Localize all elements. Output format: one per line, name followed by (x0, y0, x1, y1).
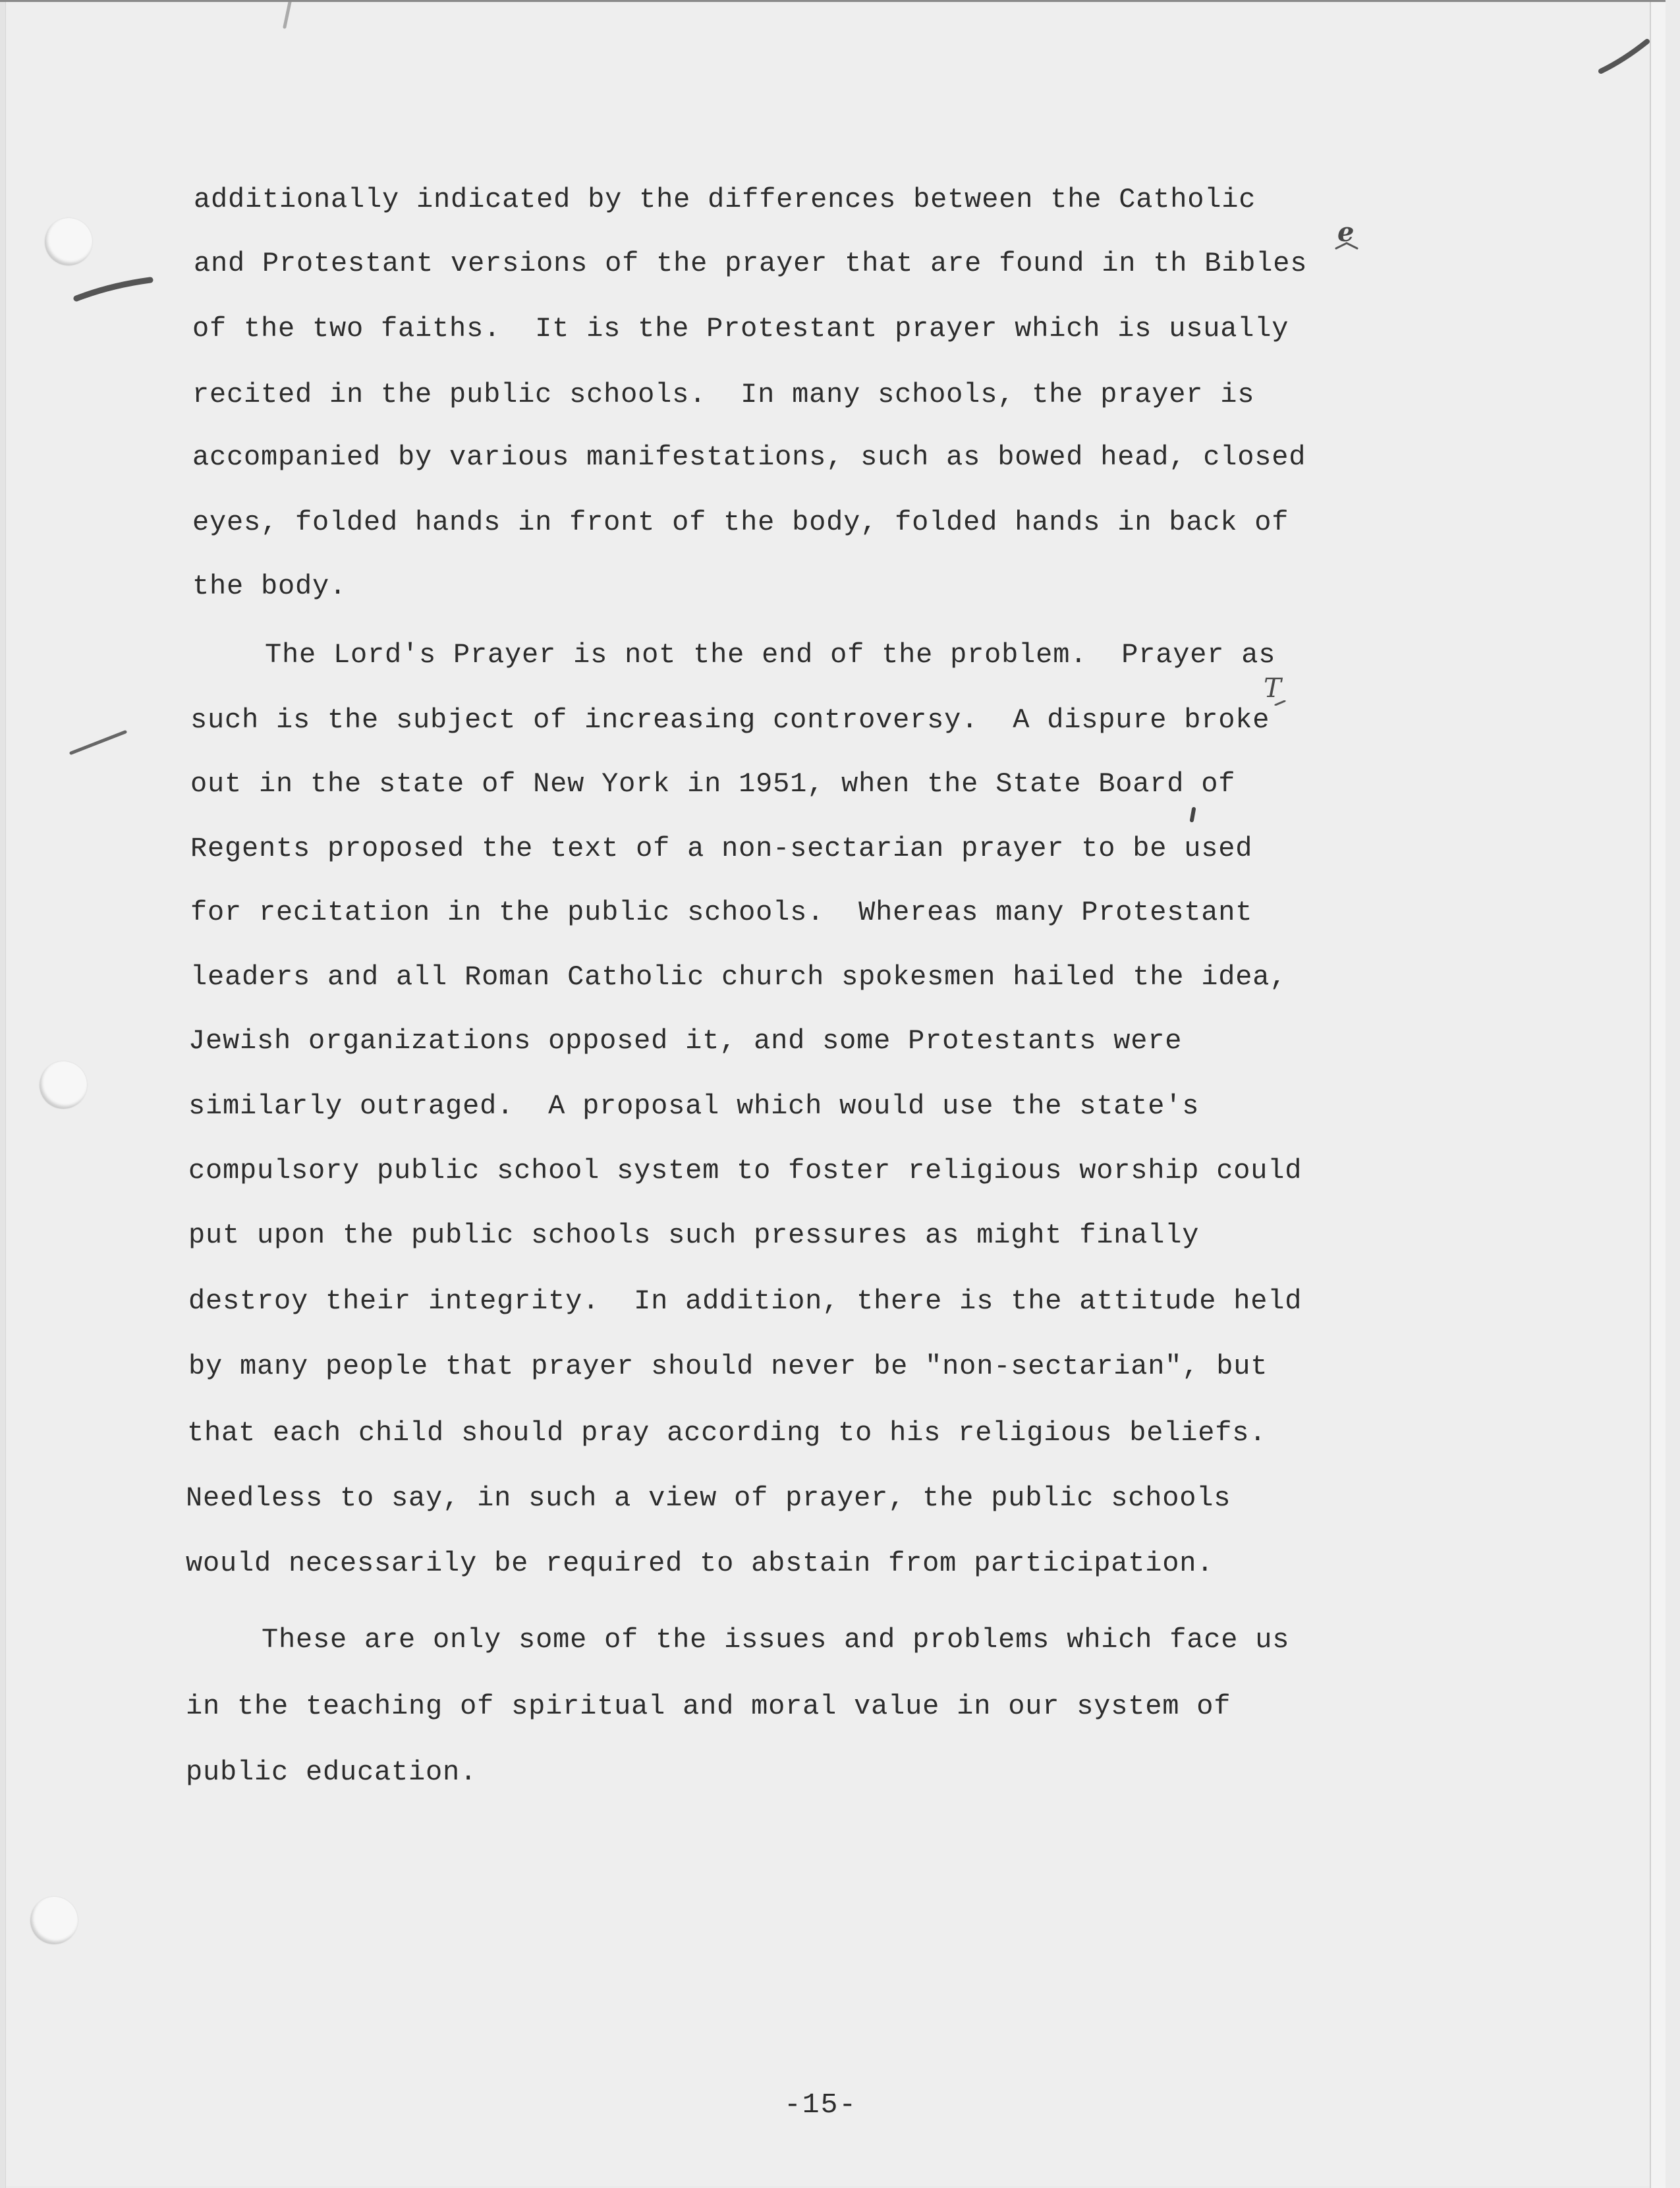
text-line: by many people that prayer should never be "non-sectarian", but (188, 1351, 1268, 1382)
text-line: Needless to say, in such a view of prayer, the public schools (186, 1482, 1231, 1514)
text-line: destroy their integrity. In addition, there is the attitude held (188, 1285, 1302, 1317)
text-line: accompanied by various manifestations, such as bowed head, closed (192, 441, 1306, 473)
text-line: compulsory public school system to foster religious worship could (188, 1155, 1302, 1187)
text-line: public education. (186, 1756, 478, 1788)
text-line: of the two faiths. It is the Protestant prayer which is usually (192, 313, 1289, 345)
text-line: put upon the public schools such pressures as might finally (188, 1220, 1200, 1251)
text-line: similarly outraged. A proposal which would use the state's (188, 1090, 1200, 1122)
margin-dash-mark-icon (71, 272, 157, 305)
page-left-edge (0, 2, 6, 2188)
text-line: Regents proposed the text of a non-sectarian prayer to be used (190, 833, 1253, 864)
punch-hole-middle (40, 1061, 87, 1109)
text-line: that each child should pray according to his religious beliefs. (187, 1417, 1267, 1449)
insertion-caret-mark-icon (1333, 242, 1360, 250)
text-line: recited in the public schools. In many schools, the prayer is (192, 379, 1255, 410)
text-line: additionally indicated by the differences between the Catholic (194, 184, 1256, 215)
text-line: The Lord's Prayer is not the end of the problem. Prayer as (265, 639, 1276, 671)
text-line: would necessarily be required to abstain from participation. (186, 1548, 1214, 1579)
text-line: such is the subject of increasing controversy. A dispure broke (190, 704, 1270, 736)
margin-tick-mark-icon (66, 727, 132, 760)
top-edge-mark-icon (277, 2, 296, 32)
pen-dot-mark-icon (1186, 807, 1199, 824)
page-number: -15- (784, 2089, 858, 2121)
punch-hole-top (45, 218, 92, 266)
text-line: in the teaching of spiritual and moral value in our system of (186, 1691, 1231, 1722)
text-line: the body. (192, 571, 347, 602)
handwritten-correction-t: T (1264, 673, 1281, 704)
text-line: Jewish organizations opposed it, and some Protestants were (188, 1025, 1183, 1057)
margin-check-mark-icon (1594, 35, 1654, 81)
text-line: eyes, folded hands in front of the body, folded hands in back of (192, 507, 1289, 538)
text-line: for recitation in the public schools. Whereas many Protestant (190, 897, 1253, 928)
text-line: These are only some of the issues and problems which face us (262, 1624, 1290, 1656)
strike-through-mark-icon (1272, 700, 1287, 706)
text-line: leaders and all Roman Catholic church spokesmen hailed the idea, (190, 961, 1287, 993)
text-line: and Protestant versions of the prayer that are found in th Bibles (194, 248, 1308, 279)
page-right-edge (1650, 2, 1666, 2188)
handwritten-insertion-e: e (1337, 217, 1355, 248)
punch-hole-bottom (30, 1897, 78, 1944)
text-line: out in the state of New York in 1951, when the State Board of (190, 768, 1236, 800)
